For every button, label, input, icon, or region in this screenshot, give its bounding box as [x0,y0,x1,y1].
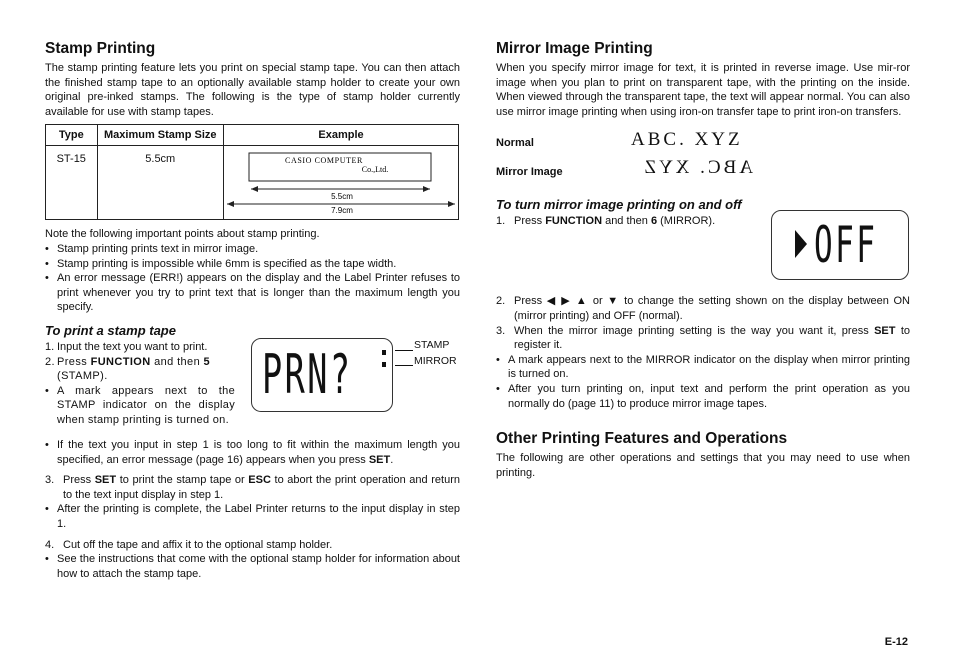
mirror-toggle-heading: To turn mirror image printing on and off [496,197,742,213]
stamp-indicator-line [395,350,413,351]
bullet-item: • Stamp printing is impossible while 6mm is specified as the tape width. [45,257,397,270]
stamp-intro: The stamp printing feature lets you print on special stamp tape. You can then attach the finished stamp tape to an optionally available stamp holder to create your own original pre-inked stamps. The following is the type of stamp holder currently available for use with stamp tapes. [45,62,460,118]
arrow-right-icon [423,186,430,192]
stamp-example-line2: Co.,Ltd. [361,165,389,175]
mirror-step-2: 2. Press ◀ ▶ ▲ or ▼ to change the setting shown on the display between ON (mirror printing) and OFF (normal). [496,295,910,322]
page-number: E-12 [884,636,908,648]
mirror-samples [496,129,910,189]
bullet-item: • After you turn printing on, input text and perform the print operation as you normally do (page 11) to produce mirror image tapes. [496,382,910,410]
mirror-step-3: 3. When the mirror image printing setting is the way you want it, press SET to register it. [496,324,911,352]
step-2-bullet: • A mark appears next to the STAMP indicator on the display when stamp printing is turned on. [45,384,235,426]
table-header-type: Type [46,125,98,146]
left-arrow-key-icon: ◀ [546,295,557,308]
step-4-bullet: • See the instructions that come with the optional stamp holder for information about how to attach the stamp tape. [45,553,460,580]
cursor-triangle-icon [794,229,808,259]
arrow-right-icon [448,201,455,207]
bullet-item: • An error message (ERR!) appears on the display and the Label Printer refuses to print whenever you try to print text that is longer than the maximum length you specify. [45,272,460,314]
stamp-indicator-label: STAMP [414,338,450,351]
table-cell-size: 5.5cm [97,146,223,220]
step-1: 1. Input the text you want to print. [45,340,208,353]
mirror-printing-heading: Mirror Image Printing [496,40,653,57]
table-header-size: Maximum Stamp Size [97,125,223,146]
step-3: 3. Press SET to print the stamp tape or ESC to abort the print operation and return to the text input display in step 1. [45,474,460,501]
dimension-inner-label: 5.5cm [331,192,353,202]
stamp-example-diagram [225,147,457,215]
other-features-heading: Other Printing Features and Operations [496,430,788,448]
stamp-holder-table [45,124,459,220]
step-3-bullet: • After the printing is complete, the Label Printer returns to the input display in step 1. [45,503,460,530]
lcd-display-stamp [251,338,393,412]
bullet-item: • Stamp printing prints text in mirror image. [45,242,259,255]
mirror-sample: ABC. XYZ [641,157,753,179]
lcd-display-mirror [771,210,909,280]
right-arrow-key-icon: ▶ [561,295,572,308]
stamp-example-line1: CASIO COMPUTER [285,156,363,166]
arrow-left-icon [251,186,258,192]
stamp-printing-heading: Stamp Printing [45,40,156,57]
table-cell-example [224,146,459,220]
mirror-step1-block [496,214,910,294]
up-arrow-key-icon: ▲ [575,295,589,308]
stamp-printing-section [45,40,460,581]
other-features-intro: The following are other operations and settings that you may need to use when printing. [496,452,910,479]
print-stamp-heading: To print a stamp tape [45,322,176,338]
lcd-text-mirror: OFF [814,216,878,275]
normal-label: Normal [496,137,534,150]
stamp-indicator-mark [382,350,386,355]
step-2: 2. Press FUNCTION and then 5 (STAMP). [45,355,211,383]
down-arrow-key-icon: ▼ [607,295,620,308]
mirror-label: Mirror Image [496,166,563,179]
mirror-indicator-line [395,365,413,366]
stamp-note: Note the following important points about stamp printing. [45,228,320,241]
normal-sample: ABC. XYZ [631,129,743,151]
table-cell-type: ST-15 [46,146,98,220]
bullet-item: • A mark appears next to the MIRROR indicator on the display when mirror printing is turned on. [496,353,910,381]
mirror-indicator-mark [382,362,386,367]
mirror-intro: When you specify mirror image for text, it is printed in reverse image. Use mir-ror image when you plan to print on transparent tape, with the printing on the inside. When viewed through the transparent tape, the text will appear normal. You can also use mirror image printing when using iron-on transfer tape to print iron-on transfers. [496,62,910,118]
step-4: 4. Cut off the tape and affix it to the optional stamp holder. [45,538,333,551]
table-header-example: Example [224,125,459,146]
arrow-left-icon [227,201,234,207]
bullet-item: • If the text you input in step 1 is too long to fit within the maximum length you specified, an error message (page 16) appears when you press SET. [45,438,460,466]
dimension-outer-label: 7.9cm [331,206,353,216]
mirror-indicator-label: MIRROR [414,354,457,367]
mirror-step-1: 1. Press FUNCTION and then 6 (MIRROR). [496,215,716,228]
stamp-steps-block [45,340,460,438]
mirror-printing-section [496,40,910,480]
lcd-text-stamp: PRN? [262,342,353,406]
